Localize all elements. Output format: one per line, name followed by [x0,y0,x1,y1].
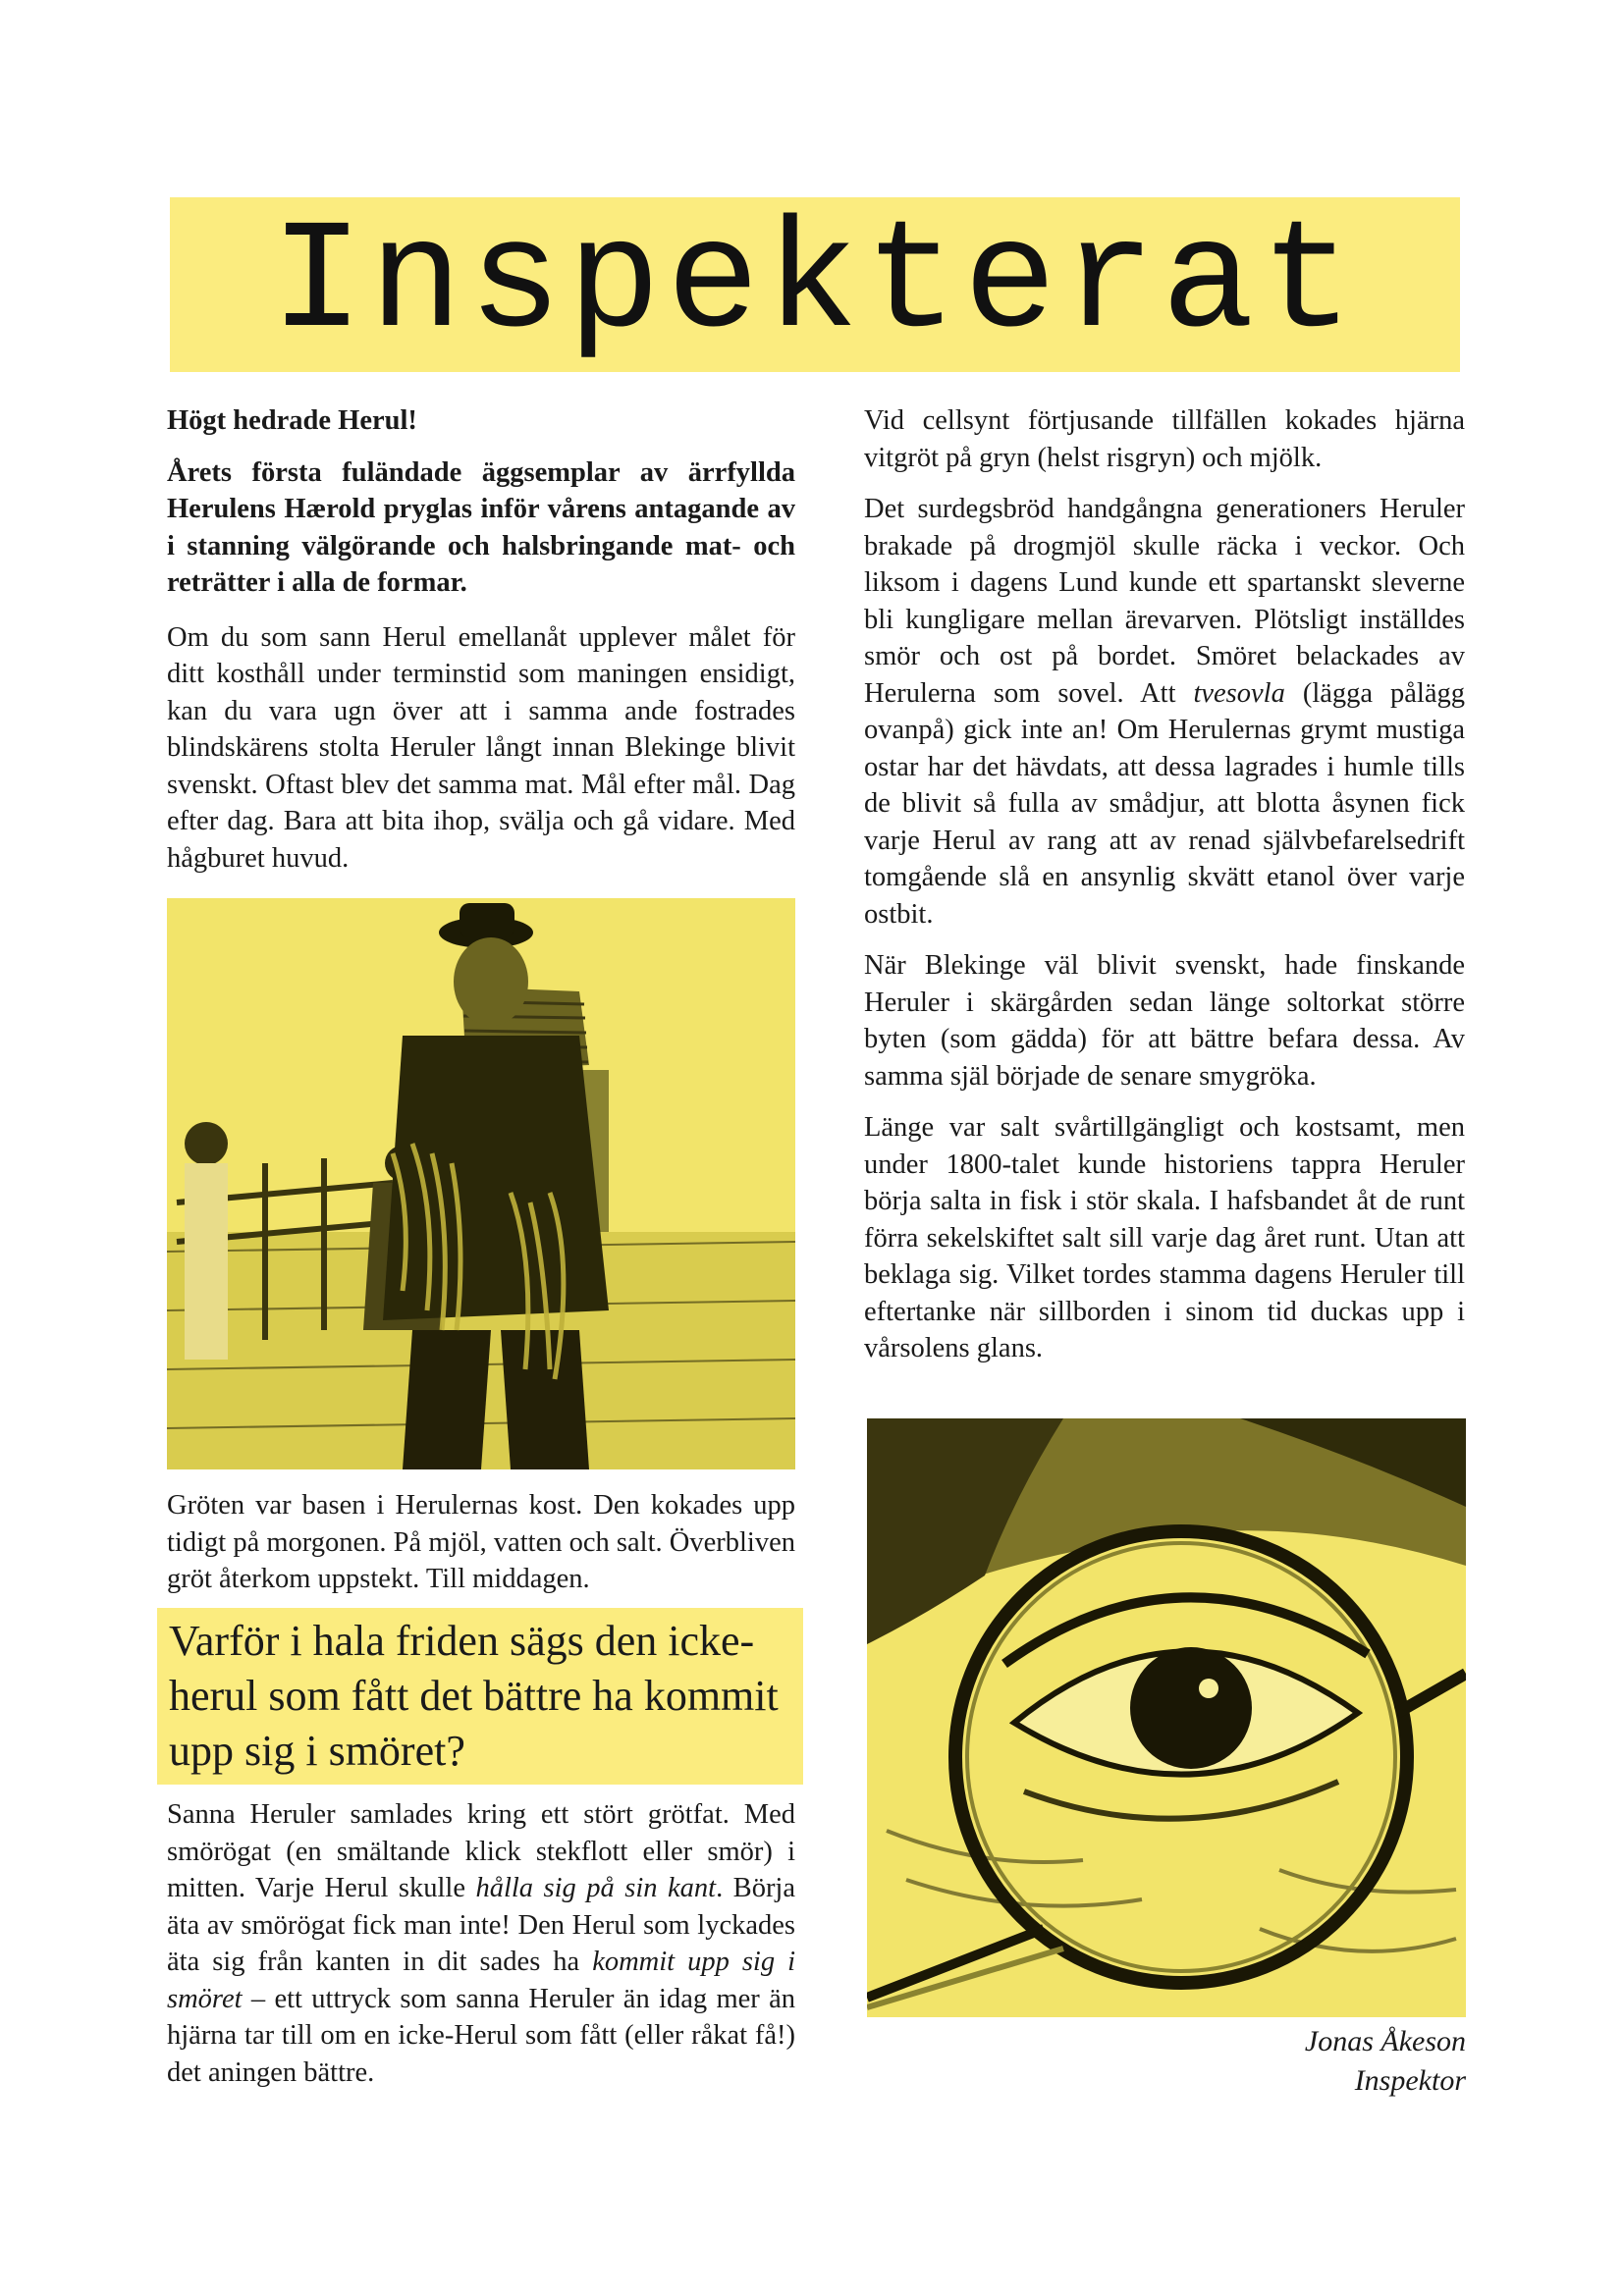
fisherman-photo [167,898,795,1469]
butter-italic-1: hålla sig på sin kant [475,1873,717,1903]
lead-paragraph: Årets första fuländade äggsemplar av ärrfyllda Herulens Hærold pryglas inför vårens antagande av i stanning välgörande och halsbringande mat- och reträtter i alla de formar. [167,456,795,598]
butter-text-2: . Börja äta av smörögat fick man inte! Den Herul som lyckades äta sig från kanten in dit sades ha [167,1873,796,1977]
eye-glasses-photo [867,1418,1466,2017]
left-column-bottom [167,1796,795,2091]
fish-paragraph: När Blekinge väl blivit svenskt, hade finskande Heruler i skärgården sedan länge soltorkat större byten (som gädda) för att bättre befara dessa. Av samma själ började de senare smygröka. [864,950,1465,1092]
bread-text-2: (lägga pålägg ovanpå) gick inte an! Om Herulernas grymt mustiga ostar har det hävdats, att dessa lagrades i humle tills de blivit så fulla av smådjur, att blotta åsynen fick varje Herul av rang att av renad självbefarelsedrift tomgående slå en ansynlig skvätt etanol över varje ostbit. [864,677,1465,930]
porridge-paragraph: Gröten var basen i Herulernas kost. Den kokades upp tidigt på morgonen. På mjöl, vatten och salt. Överbliven gröt återkom uppstekt. Till middagen. [167,1490,795,1594]
greeting: Högt hedrade Herul! [167,405,417,436]
butter-italic-2: kommit upp sig i smöret [167,1947,796,2014]
salt-paragraph: Länge var salt svårtillgängligt och kostsamt, men under 1800-talet kunde historiens tappra Heruler börja salta in fisk i stör skala. I hafsbandet åt de runt förra sekelskiftet salt sill varje dag året runt. Utan att beklaga sig. Vilket tordes stamma dagens Heruler till eftertanke när sillborden i sinom tid duckas upp i vårsolens glans. [864,1112,1465,1363]
pullquote-box [157,1608,803,1785]
left-column-top [167,402,795,877]
fisherman-photo-illustration [167,898,795,1469]
page-title: Inspekterat [270,196,1360,372]
title-banner [170,197,1460,372]
body-paragraph: Om du som sann Herul emellanåt upplever målet för ditt kosthåll under terminstid som maningen ensidigt, kan du vara ugn över att i samma ande fostrades blindskärens stolta Heruler långt innan Blekinge blivit svenskt. Oftast blev det samma mat. Mål efter mål. Dag efter dag. Bara att bita ihop, svälja och gå vidare. Med hågburet huvud. [167,621,795,874]
signature-role: Inspektor [1354,2064,1466,2097]
butter-text-3: – ett uttryck som sanna Heruler än idag mer än hjärna tar till om en icke-Herul som fått (eller råkat få!) det aningen bättre. [167,1983,795,2088]
left-column-middle [167,1487,795,1598]
signature-name: Jonas Åkeson [1304,2025,1466,2057]
right-column [864,402,1465,1367]
signature [1305,2022,1466,2101]
eye-glasses-illustration [867,1418,1466,2017]
bread-paragraph [864,491,1465,933]
pullquote-text: Varför i hala friden sägs den icke-herul som fått det bättre ha kommit upp sig i smöret? [169,1617,779,1775]
butter-text-1: Sanna Heruler samlades kring ett stört grötfat. Med smörögat (en smältande klick stekflott eller smör) i mitten. Varje Herul skulle [167,1799,795,1903]
bread-text-1: Det surdegsbröd handgångna generationers Heruler brakade på drogmjöl skulle räcka i veckor. Och liksom i dagens Lund kunde ett spartanskt sleverne bli kungligare mellan ärevarven. Plötsligt inställdes smör och ost på bordet. Smöret belackades av Herulerna som sovel. Att [864,494,1465,709]
white-porridge-paragraph: Vid cellsynt förtjusande tillfällen kokades hjärna vitgröt på gryn (helst risgryn) och mjölk. [864,405,1465,473]
bread-italic: tvesovla [1193,677,1285,709]
butter-paragraph [167,1796,795,2091]
